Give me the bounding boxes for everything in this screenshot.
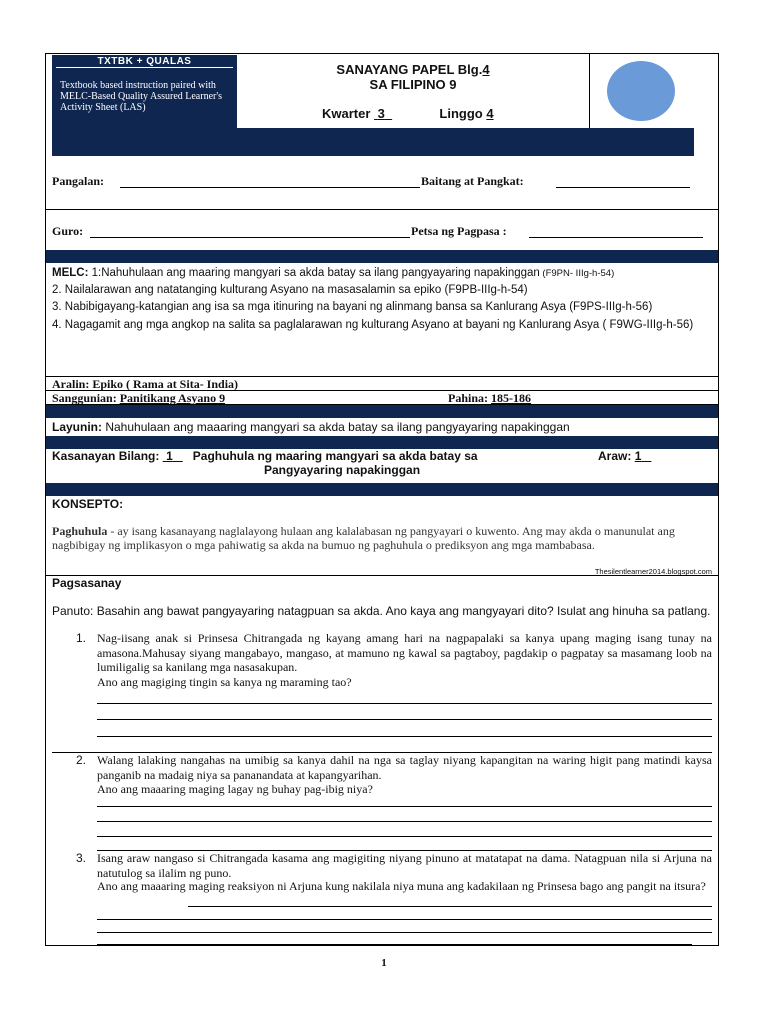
item-question: Ano ang maaaring maging lagay ng buhay pag-ibig niya? (97, 782, 373, 796)
konsepto-definition: Paghuhula - ay isang kasanayang naglalayong hulaan ang kalalabasan ng pangyayari o kuwento. Ang may akda o manunulat ang nagbibigay ng implikasyon o mga pahiwatig sa akda na bumuo ng paghuhula o prediksyon ang mga mambabasa. (52, 524, 675, 552)
guro-field[interactable] (90, 237, 410, 238)
pangalan-label: Pangalan: (52, 174, 105, 188)
baitang-field[interactable] (556, 187, 690, 188)
answer-line[interactable] (97, 806, 712, 807)
kasanayan-row: Kasanayan Bilang: 1 Paghuhula ng maaring mangyari sa akda batay sa (52, 449, 478, 463)
divider (46, 209, 718, 210)
item-text: Nag-iisang anak si Prinsesa Chitrangada ng kayang amang hari na nagpapalaki sa kanya upang maging isang tunay na amasona.Mahusay siyang mangabayo, mangaso, at mamuno ng kawal sa pagtaboy, pagdakip o pagpatay sa masamang loob na lumiligalig sa kanilang mga nasasakupan. (97, 631, 712, 674)
answer-line[interactable] (97, 932, 712, 933)
header-divider (589, 54, 590, 128)
melc-label: MELC: (52, 267, 89, 279)
title-number: 4 (482, 62, 490, 77)
melc-item: 4. Nagagamit ang mga angkop na salita sa paglalarawan ng kulturang Asyano at bayani ng Kanlurang Asya ( F9WG-IIIg-h-56) (52, 319, 694, 331)
petsa-label: Petsa ng Pagpasa : (411, 224, 507, 238)
item-question: Ano ang magiging tingin sa kanya ng maraming tao? (97, 675, 352, 689)
answer-line[interactable] (97, 703, 712, 704)
sanggunian-row: Sanggunian: Panitikang Asyano 9 (52, 391, 226, 405)
melc-item: MELC: 1:Nahuhulaan ang maaring mangyari sa akda batay sa ilang pangyayaring napakinggan (F9PN- IIIg-h-54) (52, 267, 615, 279)
page-title (238, 62, 588, 77)
brand-box (52, 55, 237, 128)
school-logo-icon (607, 61, 675, 121)
brand-title: TXTBK + QUALAS (97, 56, 192, 67)
aralin-row: Aralin: Epiko ( Rama at Sita- India) (52, 377, 239, 391)
section-band (46, 250, 718, 263)
brand-description: Textbook based instruction paired with MELC-Based Quality Assured Learner's Activity Sheet (LAS) (60, 80, 223, 113)
kwarter-value: 3 (377, 106, 385, 121)
melc-block (52, 266, 712, 333)
linggo-value: 4 (486, 106, 494, 121)
item-number: 2. (76, 753, 87, 767)
linggo-label: Linggo (439, 106, 483, 121)
kwarter-linggo (322, 106, 494, 121)
konsepto-source: Thesilentlearner2014.blogspot.com (594, 567, 712, 576)
melc-item: 3. Nabibigayang-katangian ang isa sa mga itinuring na bayani ng alinmang bansa sa Kanlurang Asya (F9PS-IIIg-h-56) (52, 301, 653, 313)
section-band (46, 405, 718, 418)
answer-line[interactable] (97, 719, 712, 720)
answer-line[interactable] (97, 919, 712, 920)
answer-line[interactable] (97, 821, 712, 822)
melc-item: 2. Nailalarawan ang natatanging kulturang Asyano na masasalamin sa epiko (F9PB-IIIg-h-54) (52, 284, 528, 296)
baitang-label: Baitang at Pangkat: (421, 174, 524, 188)
item-text: Walang lalaking nangahas na umibig sa kanya dahil na nga sa taglay niyang kapangitan na waring higit pang matindi kaysa panganib na madaig niya sa pananandata at kapangyarihan. (97, 753, 712, 782)
layunin-row: Layunin: Nahuhulaan ang maaaring mangyari sa akda batay sa ilang pangyayaring napakinggan (52, 420, 570, 434)
divider (46, 575, 718, 576)
subject-title: SA FILIPINO 9 (369, 77, 457, 92)
section-band (46, 436, 718, 449)
page-number: 1 (381, 957, 387, 969)
header-band (52, 128, 694, 156)
panuto-text: Panuto: Basahin ang bawat pangyayaring natagpuan sa akda. Ano kaya ang mangyayari dito? Isulat ang hinuha sa patlang. (52, 604, 711, 618)
item-question: Ano ang maaaring maging reaksiyon ni Arjuna kung nakilala niya muna ang kadakilaan ng Prinsesa bago ang pangit na itsura? (97, 879, 706, 893)
answer-line[interactable] (97, 944, 692, 945)
pangalan-field[interactable] (120, 187, 420, 188)
item-number: 3. (76, 851, 87, 865)
item-text: Isang araw nangaso si Chitrangada kasama ang magigiting niyang pinuno at matatapat na dama. Natagpuan nila si Arjuna na natutulog sa ilalim ng puno. (97, 851, 712, 880)
kwarter-label: Kwarter (322, 106, 371, 121)
answer-line[interactable] (97, 736, 712, 737)
title-prefix: SANAYANG PAPEL Blg. (336, 62, 483, 77)
brand-divider (56, 67, 233, 68)
pagsasanay-heading: Pagsasanay (52, 576, 122, 590)
answer-line[interactable] (97, 836, 712, 837)
konsepto-heading: KONSEPTO: (52, 497, 124, 511)
answer-line[interactable] (188, 906, 712, 907)
section-band (46, 483, 718, 496)
araw-row: Araw: 1 (598, 449, 642, 463)
kasanayan-title-line2: Pangyayaring napakinggan (264, 463, 421, 477)
item-number: 1. (76, 631, 87, 645)
pahina-row: Pahina: 185-186 (448, 391, 532, 405)
petsa-field[interactable] (529, 237, 703, 238)
guro-label: Guro: (52, 224, 84, 238)
